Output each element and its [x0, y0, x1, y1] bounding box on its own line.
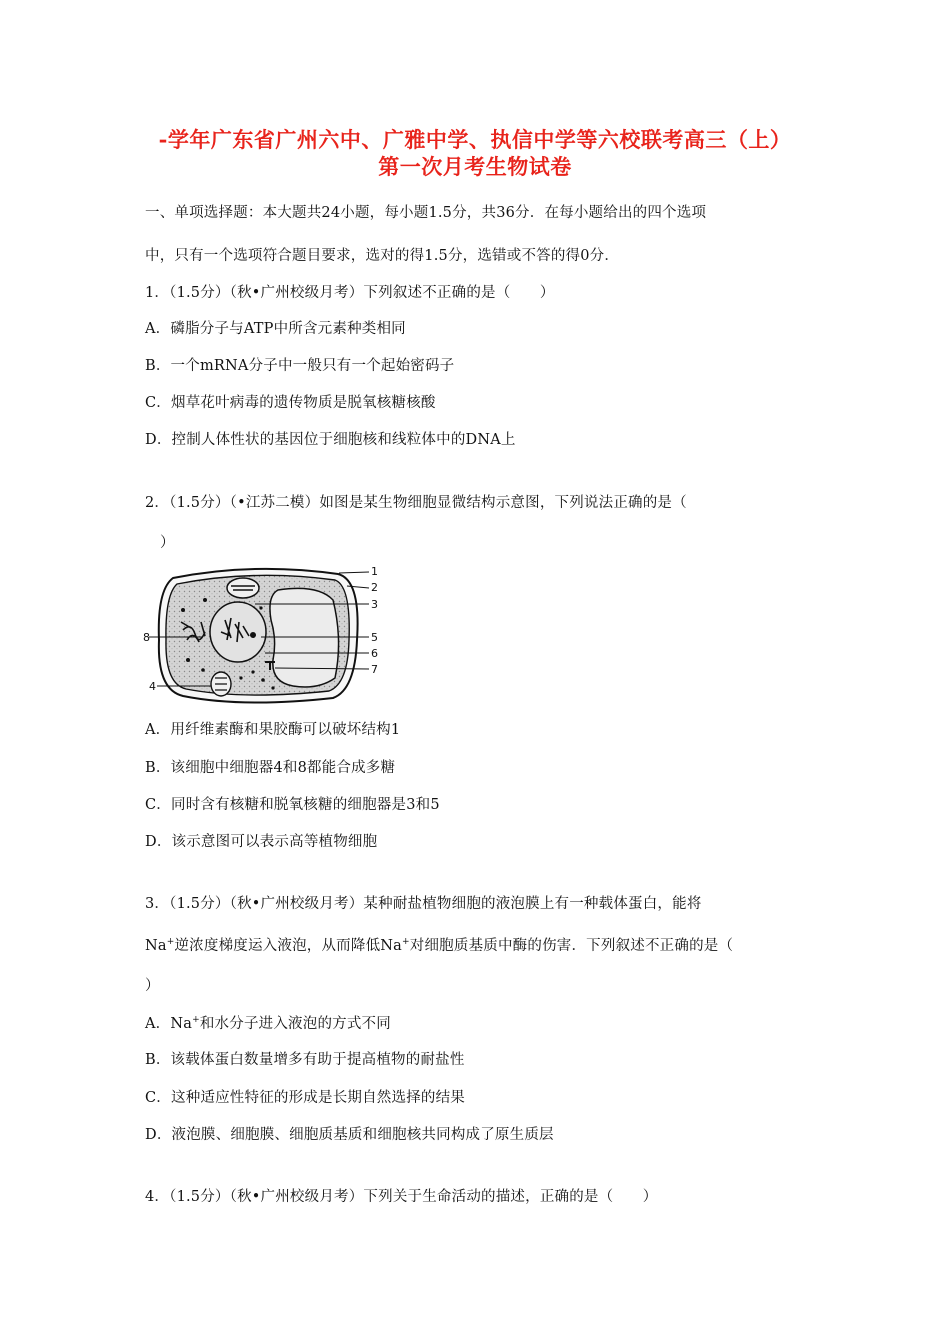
q3-option-b: B．该载体蛋白数量增多有助于提高植物的耐盐性 [145, 1052, 465, 1068]
figure-label-8: 8 [143, 631, 150, 644]
vacuole [270, 588, 339, 687]
q4-stem: 4．（1.5分）（秋•广州校级月考）下列关于生命活动的描述，正确的是（ ） [145, 1189, 658, 1205]
section-instructions-line2: 中，只有一个选项符合题目要求，选对的得1.5分，选错或不答的得0分． [145, 248, 620, 264]
q2-option-b: B．该细胞中细胞器4和8都能合成多糖 [145, 760, 396, 776]
chloroplast [227, 578, 259, 598]
q2-stem-line2: ） [160, 535, 175, 551]
figure-label-6: 6 [371, 647, 378, 660]
q2-stem-line1: 2．（1.5分）（•江苏二模）如图是某生物细胞显微结构示意图，下列说法正确的是（ [145, 495, 687, 511]
figure-label-7: 7 [371, 663, 378, 676]
q1-stem: 1．（1.5分）（秋•广州校级月考）下列叙述不正确的是（ ） [145, 285, 555, 301]
q3-option-a: A．Na+和水分子进入液泡的方式不同 [145, 1015, 391, 1032]
nucleolus [250, 632, 256, 638]
cell-diagram [143, 560, 383, 710]
figure-label-3: 3 [371, 598, 378, 611]
figure-label-4: 4 [149, 680, 156, 693]
q3-option-d: D．液泡膜、细胞膜、细胞质基质和细胞核共同构成了原生质层 [145, 1127, 554, 1143]
q3-stem-line2: Na+逆浓度梯度运入液泡，从而降低Na+对细胞质基质中酶的伤害．下列叙述不正确的是（ [145, 937, 734, 954]
section-instructions-line1: 一、单项选择题：本大题共24小题，每小题1.5分，共36分．在每小题给出的四个选项 [145, 205, 707, 221]
q1-option-c: C．烟草花叶病毒的遗传物质是脱氧核糖核酸 [145, 395, 436, 411]
figure-label-5: 5 [371, 631, 378, 644]
exam-title-line2: 第一次月考生物试卷 [378, 154, 572, 179]
q3-stem-line3: ） [145, 978, 160, 994]
exam-title-line1: -学年广东省广州六中、广雅中学、执信中学等六校联考高三（上） [158, 127, 792, 152]
q1-option-b: B．一个mRNA分子中一般只有一个起始密码子 [145, 358, 455, 374]
figure-label-2: 2 [371, 581, 378, 594]
q2-option-a: A．用纤维素酶和果胶酶可以破坏结构1 [145, 722, 401, 738]
q2-option-d: D．该示意图可以表示高等植物细胞 [145, 834, 378, 850]
q1-option-d: D．控制人体性状的基因位于细胞核和线粒体中的DNA上 [145, 432, 516, 448]
q2-option-c: C．同时含有核糖和脱氧核糖的细胞器是3和5 [145, 797, 440, 813]
q1-option-a: A．磷脂分子与ATP中所含元素种类相同 [145, 321, 406, 337]
figure-label-1: 1 [371, 565, 378, 578]
q3-stem-line1: 3．（1.5分）（秋•广州校级月考）某种耐盐植物细胞的液泡膜上有一种载体蛋白，能将 [145, 896, 702, 912]
q3-option-c: C．这种适应性特征的形成是长期自然选择的结果 [145, 1090, 465, 1106]
